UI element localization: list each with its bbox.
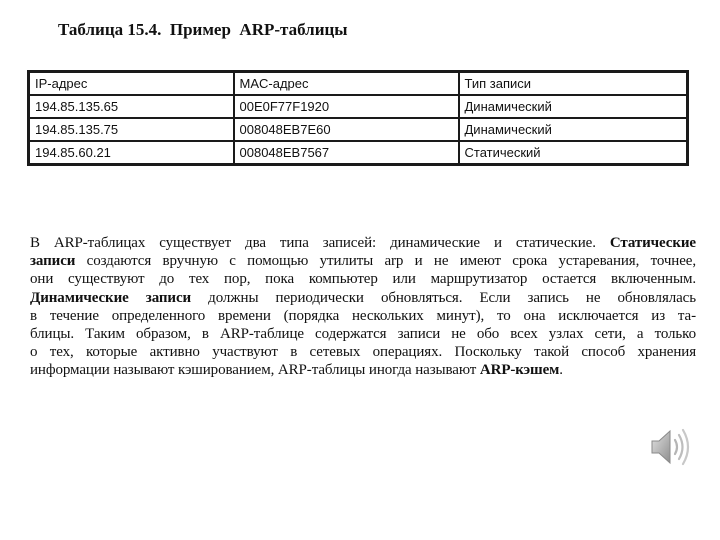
cell-mac: 008048EB7E60 [234,118,459,141]
arp-table [27,70,689,166]
cell-type: Динамический [459,118,688,141]
text-line [30,361,696,379]
speaker-icon-graphic [648,424,694,470]
text-run: . [559,362,563,379]
term-static-records: Статические [609,235,696,251]
cell-mac: 00E0F77F1920 [234,95,459,118]
cell-ip: 194.85.135.75 [29,118,234,141]
speaker-icon[interactable] [648,424,694,470]
text-line: в течение определенного времени (порядка нескольких минут), то она исключается из та- [30,307,696,324]
body-paragraph [30,234,696,380]
text-line [30,289,696,307]
text-line [30,234,696,252]
term-dynamic-records: Динамические записи [30,289,192,306]
cell-mac: 008048EB7567 [234,141,459,165]
cell-ip: 194.85.60.21 [29,141,234,165]
text-run: должны периодически обновляться. Если запись не обновлялась [191,289,696,306]
cell-ip: 194.85.135.65 [29,95,234,118]
table-row [29,95,688,118]
table-caption: Таблица 15.4. Пример ARP-таблицы [58,20,348,39]
text-line: о тех, которые активно участвуют в сетевых операциях. Поскольку такой способ хранения [30,344,696,361]
term-arp-cache: ARP-кэшем [479,362,560,379]
text-run: создаются вручную с помощью утилиты arp и не имеют срока устаревания, точнее, [75,253,696,270]
text-run: В ARP-таблицах существует два типа записей: динамические и статические. [30,235,610,251]
header-ip: IP-адрес [29,72,234,96]
header-mac: MAC-адрес [234,72,459,96]
table-row [29,118,688,141]
header-type: Тип записи [459,72,688,96]
text-line [30,252,696,270]
table-header-row [29,72,688,96]
term-static-records-cont: записи [30,253,76,270]
cell-type: Динамический [459,95,688,118]
text-line: блицы. Таким образом, в ARP-таблице содержатся записи не обо всех узлах сети, а только [30,326,696,343]
text-run: информации называют кэшированием, ARP-таблицы иногда называют [30,362,480,379]
text-line: они существуют до тех пор, пока компьютер или маршрутизатор остается включенным. [30,271,696,288]
table-row [29,141,688,165]
cell-type: Статический [459,141,688,165]
